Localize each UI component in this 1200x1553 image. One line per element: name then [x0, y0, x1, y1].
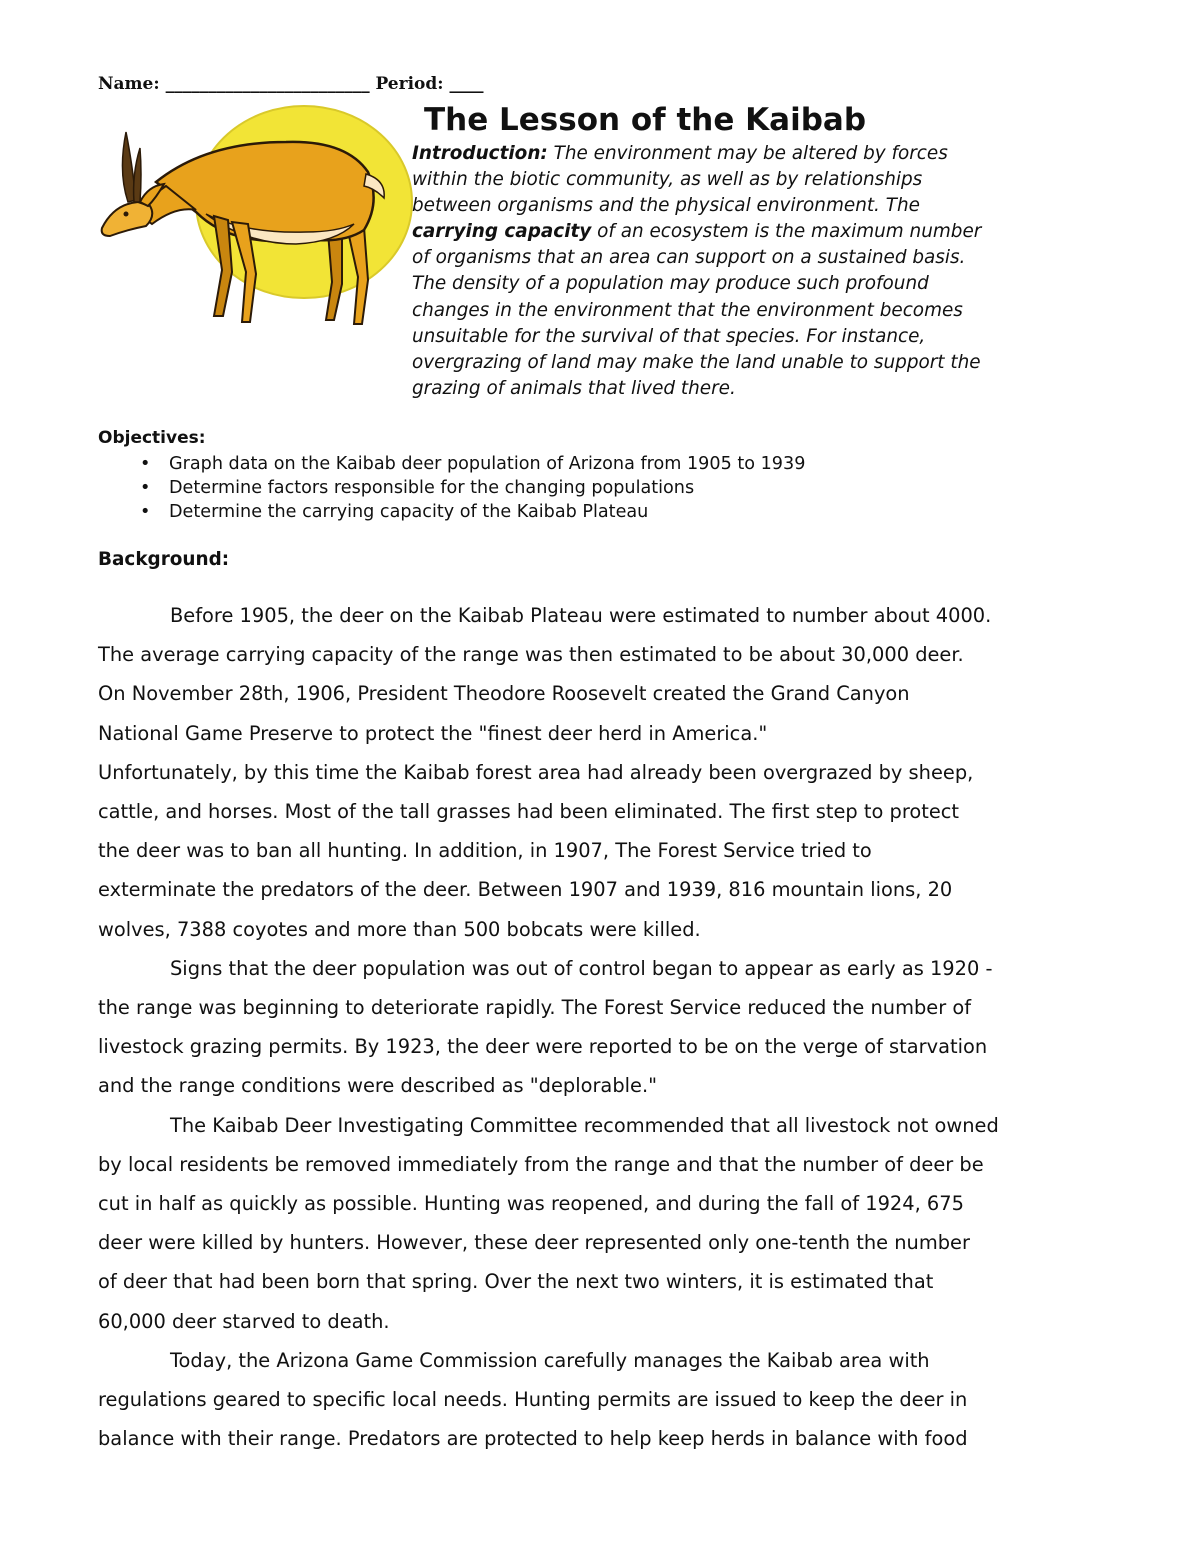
bullet-icon: • — [140, 478, 151, 498]
objectives-list — [98, 452, 805, 524]
body-line: deer were killed by hunters. However, these deer represented only one-tenth the number — [98, 1231, 970, 1255]
period-label: Period: — [375, 74, 444, 94]
body-line: regulations geared to specific local needs. Hunting permits are issued to keep the deer in — [98, 1388, 968, 1412]
body-line: by local residents be removed immediately from the range and that the number of deer be — [98, 1152, 984, 1176]
body-line: National Game Preserve to protect the "finest deer herd in America." — [98, 721, 768, 745]
carrying-capacity-term: carrying capacity — [412, 221, 592, 243]
deer-front-leg-2 — [214, 216, 232, 316]
body-line: the deer was to ban all hunting. In addition, in 1907, The Forest Service tried to — [98, 839, 872, 863]
deer-horn-2 — [134, 148, 141, 202]
deer-clipart-icon — [96, 102, 418, 328]
intro-line: The density of a population may produce such profound — [412, 273, 929, 295]
body-line: Before 1905, the deer on the Kaibab Plateau were estimated to number about 4000. — [170, 604, 992, 627]
objective-item: • Determine factors responsible for the changing populations — [140, 478, 695, 498]
body-line: Signs that the deer population was out of control began to appear as early as 1920 - — [170, 956, 993, 980]
body-line: balance with their range. Predators are protected to help keep herds in balance with food — [98, 1427, 968, 1451]
objective-item: • Determine the carrying capacity of the Kaibab Plateau — [140, 502, 649, 522]
intro-line: Introduction: The environment may be altered by forces — [412, 143, 948, 164]
objective-item: • Graph data on the Kaibab deer population of Arizona from 1905 to 1939 — [140, 454, 806, 474]
introduction-paragraph — [412, 141, 1102, 402]
body-line: 60,000 deer starved to death. — [98, 1309, 390, 1333]
body-line: wolves, 7388 coyotes and more than 500 bobcats were killed. — [98, 917, 701, 941]
name-period-line — [98, 74, 483, 94]
body-line: the range was beginning to deteriorate rapidly. The Forest Service reduced the number of — [98, 996, 972, 1020]
name-field[interactable]: ________________________ — [165, 74, 370, 94]
body-line: of deer that had been born that spring. Over the next two winters, it is estimated that — [98, 1270, 934, 1294]
intro-line: within the biotic community, as well as by relationships — [412, 169, 923, 191]
body-line: cattle, and horses. Most of the tall grasses had been eliminated. The first step to protect — [98, 800, 960, 824]
body-line: and the range conditions were described as "deplorable." — [98, 1074, 658, 1098]
intro-line: of organisms that an area can support on a sustained basis. — [412, 247, 966, 269]
body-line: exterminate the predators of the deer. Between 1907 and 1939, 816 mountain lions, 20 — [98, 878, 953, 902]
intro-line: overgrazing of land may make the land unable to support the — [412, 351, 981, 373]
name-label: Name: — [98, 74, 160, 94]
intro-line: grazing of animals that lived there. — [412, 377, 736, 399]
period-field[interactable]: ____ — [449, 74, 484, 94]
bullet-icon: • — [140, 454, 151, 474]
intro-line: between organisms and the physical environment. The — [412, 195, 920, 217]
page-title: The Lesson of the Kaibab — [424, 102, 867, 138]
intro-line: carrying capacity of an ecosystem is the maximum number — [412, 221, 982, 243]
body-line: cut in half as quickly as possible. Hunting was reopened, and during the fall of 1924, 675 — [98, 1192, 964, 1216]
body-line: The Kaibab Deer Investigating Committee recommended that all livestock not owned — [170, 1113, 999, 1137]
deer-eye — [124, 212, 129, 217]
body-line: livestock grazing permits. By 1923, the deer were reported to be on the verge of starvation — [98, 1035, 988, 1059]
background-text — [98, 596, 1108, 1458]
body-line: On November 28th, 1906, President Theodore Roosevelt created the Grand Canyon — [98, 682, 910, 706]
background-heading: Background: — [98, 549, 230, 570]
intro-line: unsuitable for the survival of that species. For instance, — [412, 325, 926, 347]
body-line: The average carrying capacity of the range was then estimated to be about 30,000 deer. — [98, 643, 964, 667]
bullet-icon: • — [140, 502, 151, 522]
deer-body — [156, 142, 374, 242]
deer-head — [102, 202, 153, 236]
body-line: Unfortunately, by this time the Kaibab forest area had already been overgrazed by sheep, — [98, 760, 974, 784]
introduction-label: Introduction: — [412, 143, 548, 164]
intro-line: changes in the environment that the environment becomes — [412, 299, 963, 321]
body-line: Today, the Arizona Game Commission carefully manages the Kaibab area with — [170, 1348, 930, 1372]
objectives-heading: Objectives: — [98, 428, 206, 448]
